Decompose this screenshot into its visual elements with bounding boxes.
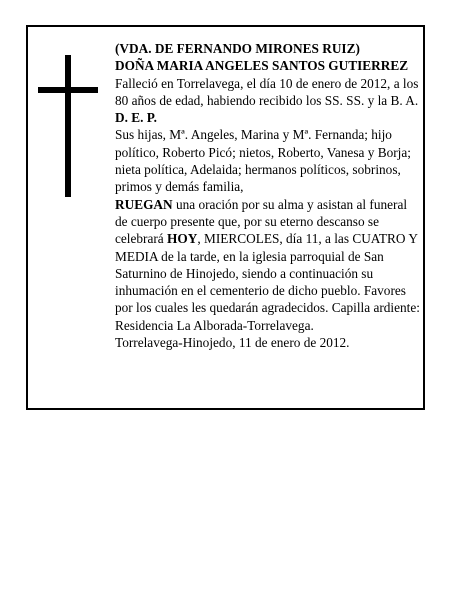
deceased-name: DOÑA MARIA ANGELES SANTOS GUTIERREZ bbox=[115, 58, 409, 74]
request-text-1: una oración por su alma y asistan al funeral de cuerpo presente que, por su eterno descanso se celebrará bbox=[115, 196, 408, 247]
obituary-notice bbox=[26, 25, 425, 410]
dep-line: D. E. P. bbox=[115, 110, 157, 126]
request-text-2: , MIERCOLES, día 11, a las CUATRO Y MEDIA de la tarde, en la iglesia parroquial de San Saturnino de Hinojedo, siendo a continuación su inhumación en el cementerio de dicho pueblo. Favores por los cuales les quedarán agradecidos. Capilla ardiente: Residencia La Alborada-Torrelavega. bbox=[115, 231, 420, 333]
cross-icon bbox=[38, 55, 98, 197]
death-notice: Falleció en Torrelavega, el día 10 de enero de 2012, a los 80 años de edad, habiendo recibido los SS. SS. y la B. A. bbox=[115, 75, 419, 108]
obituary-text bbox=[115, 40, 421, 351]
request-hoy: HOY bbox=[167, 231, 198, 247]
place-date: Torrelavega-Hinojedo, 11 de enero de 2012. bbox=[115, 335, 350, 351]
cross-vertical-bar bbox=[65, 55, 71, 197]
family-list: Sus hijas, Mª. Angeles, Marina y Mª. Fernanda; hijo político, Roberto Picó; nietos, Roberto, Vanesa y Borja; nieta política, Adelaida; hermanos políticos, sobrinos, primos y demás familia, bbox=[115, 127, 411, 195]
request-lead: RUEGAN bbox=[115, 196, 173, 212]
widow-of-line: (VDA. DE FERNANDO MIRONES RUIZ) bbox=[115, 41, 360, 56]
funeral-request bbox=[115, 196, 421, 334]
cross-horizontal-bar bbox=[38, 87, 98, 93]
